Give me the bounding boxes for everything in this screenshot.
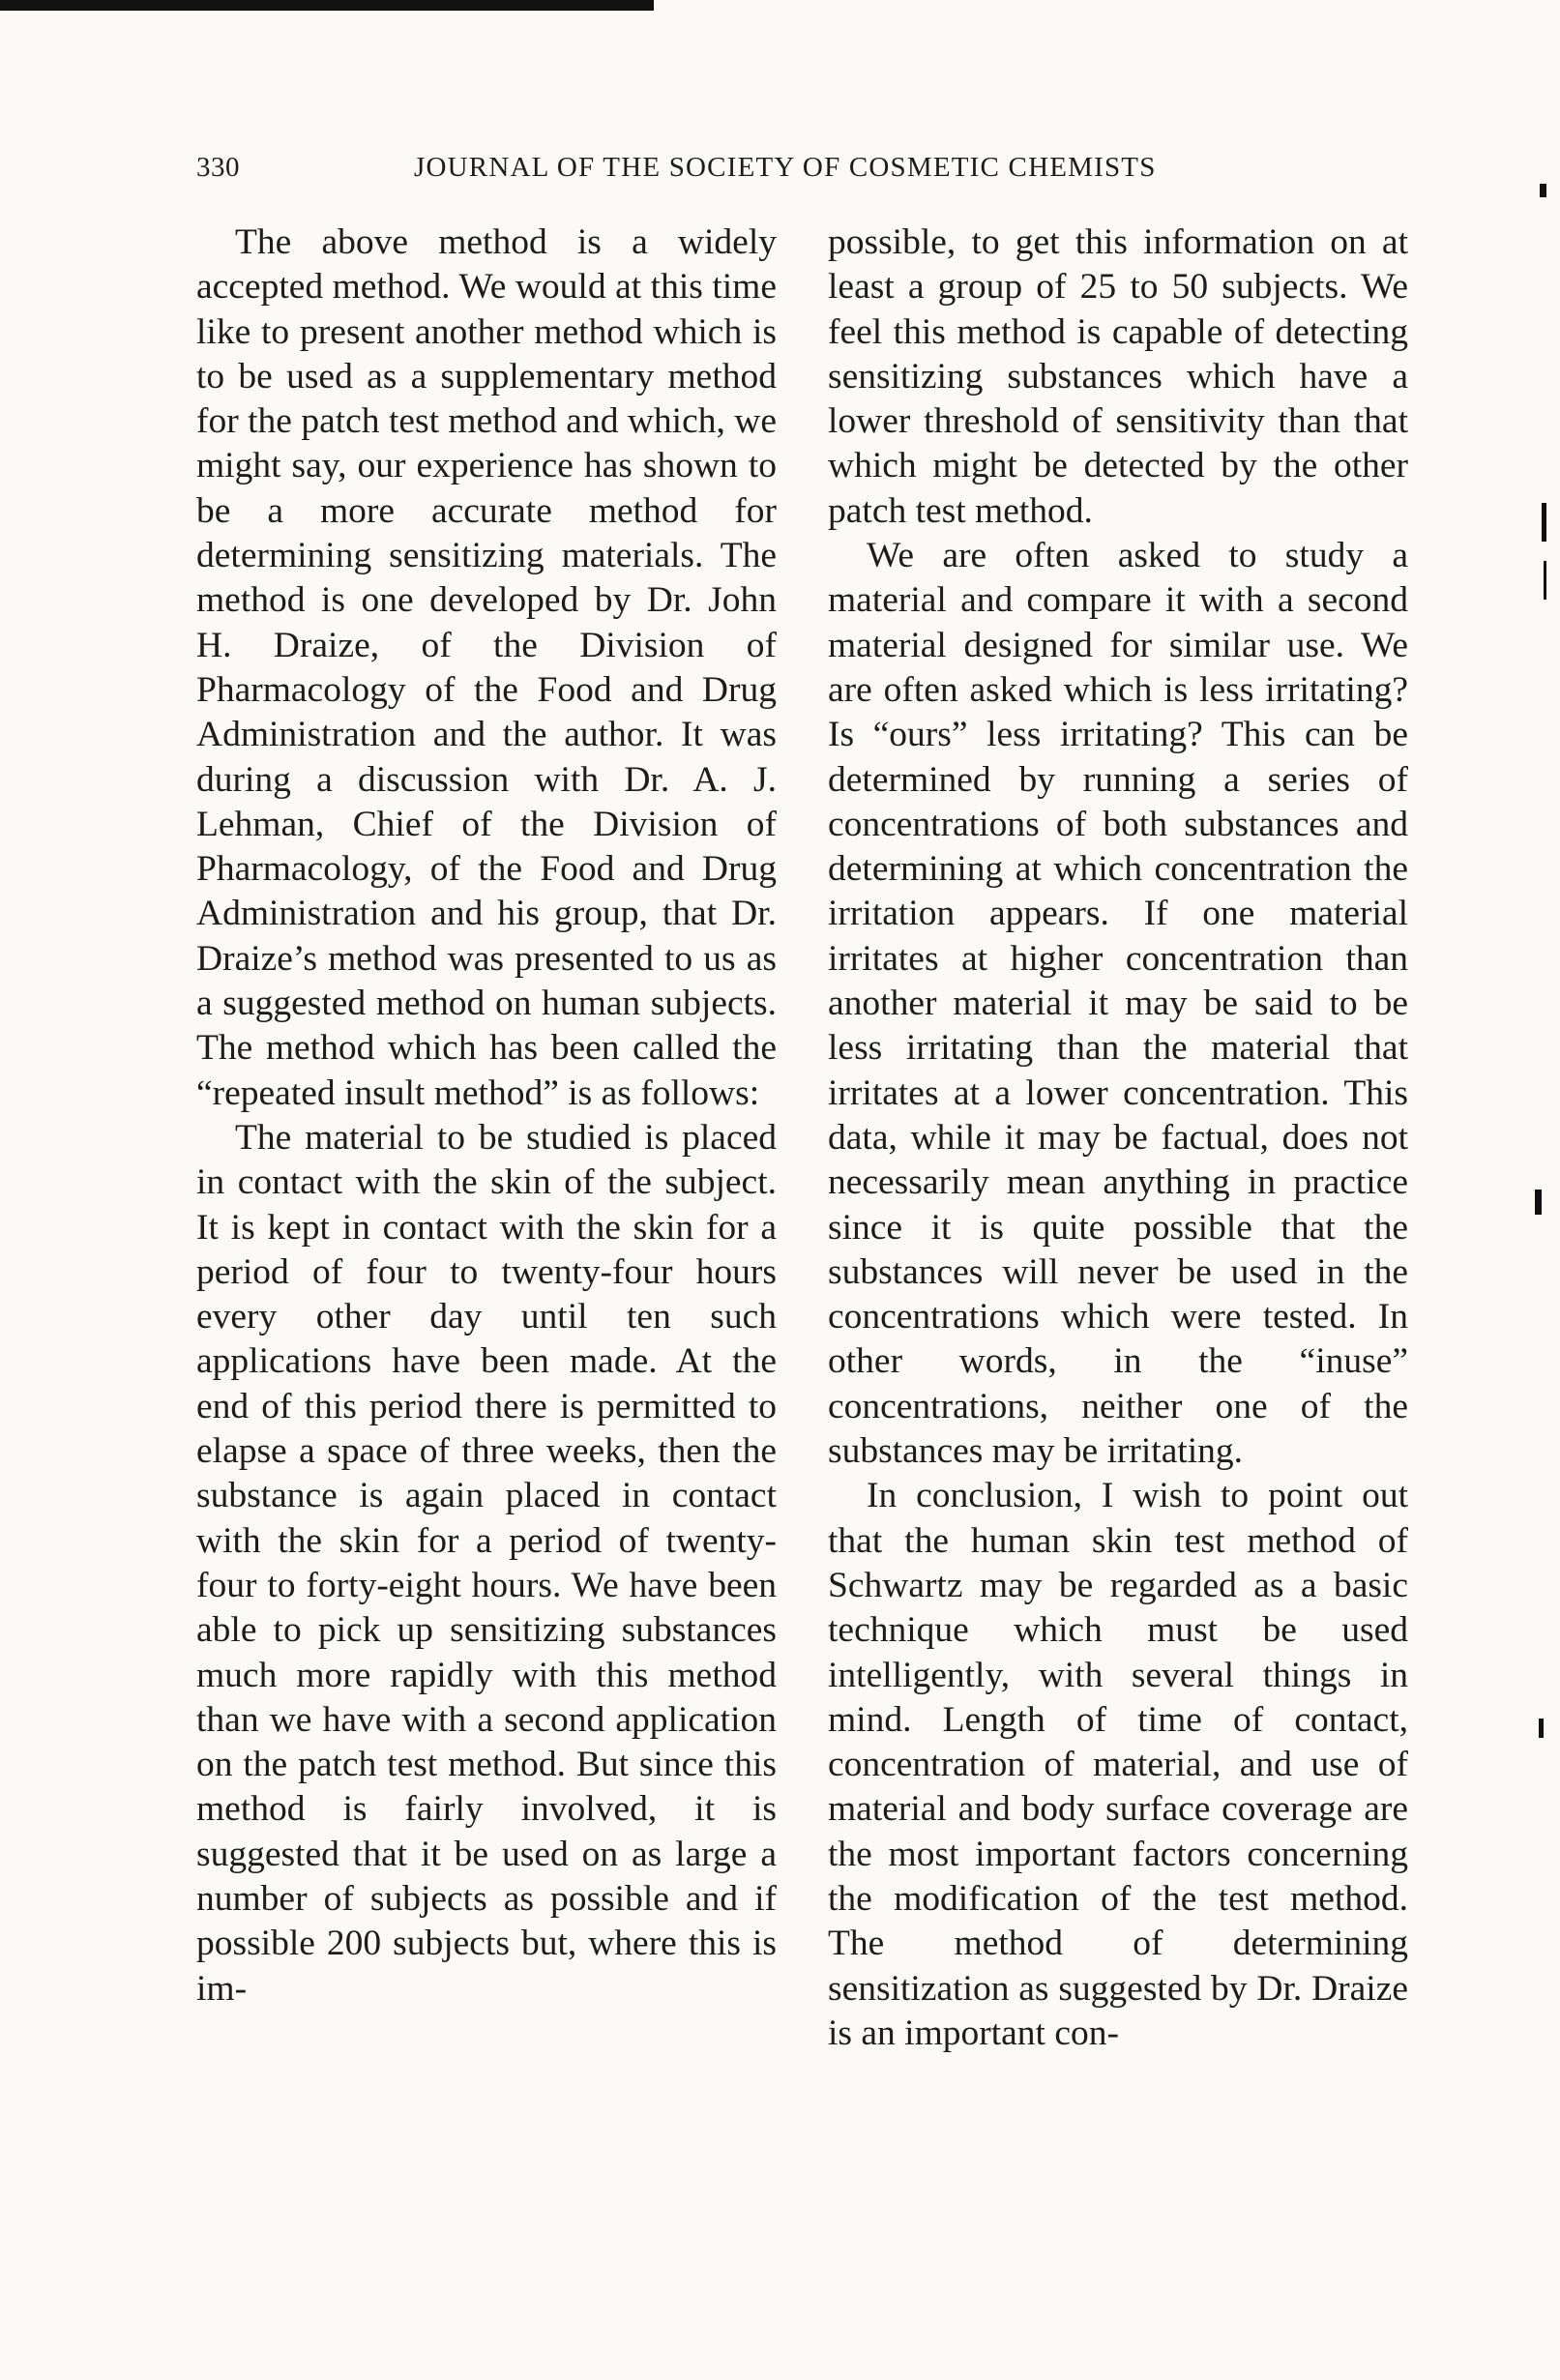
top-rule	[0, 0, 654, 11]
journal-title: JOURNAL OF THE SOCIETY OF COSMETIC CHEMISTS	[414, 152, 1157, 183]
paragraph: The material to be studied is placed in contact with the skin of the subject. It is kept in contact with the skin for a period of four to twenty-four hours every other day until ten such applications have been made. At the end of this period there is permitted to elapse a space of three weeks, then the substance is again placed in contact with the skin for a period of twenty-four to forty-eight hours. We have been able to pick up sensitizing substances much more rapidly with this method than we have with a second application on the patch test method. But since this method is fairly involved, it is suggested that it be used on as large a number of subjects as possible and if possible 200 subjects but, where this is im-	[196, 1117, 777, 2009]
right-column	[828, 220, 1408, 2056]
margin-mark	[1539, 1719, 1544, 1738]
running-head	[196, 152, 1202, 187]
paragraph-continued: possible, to get this information on at least a group of 25 to 50 subjects. We feel this method is capable of detecting sensitizing substances which have a lower threshold of sensitivity than that which might be detected by the other patch test method.	[828, 222, 1408, 531]
paragraph: We are often asked to study a material and compare it with a second material designed for similar use. We are often asked which is less irritating? Is “ours” less irritating? This can be determined by running a series of concentrations of both substances and determining at which concentration the irritation appears. If one material irritates at higher concentration than another material it may be said to be less irritating than the material that irritates at a lower concentration. This data, while it may be factual, does not necessarily mean anything in practice since it is quite possible that the substances will never be used in the concentrations which were tested. In other words, in the “inuse” concentrations, neither one of the substances may be irritating.	[828, 536, 1408, 1472]
margin-mark	[1540, 184, 1546, 197]
paragraph: The above method is a widely accepted method. We would at this time like to present another method which is to be used as a supplementary method for the patch test method and which, we might say, our experience has shown to be a more accurate method for determining sensitizing materials. The method is one developed by Dr. John H. Draize, of the Division of Pharmacology of the Food and Drug Administration and the author. It was during a discussion with Dr. A. J. Lehman, Chief of the Division of Pharmacology, of the Food and Drug Administration and his group, that Dr. Draize’s method was presented to us as a suggested method on human subjects. The method which has been called the “repeated insult method” is as follows:	[196, 222, 777, 1113]
page-number: 330	[196, 152, 240, 183]
margin-mark	[1535, 1190, 1542, 1215]
margin-mark	[1542, 503, 1546, 542]
paragraph: In conclusion, I wish to point out that the human skin test method of Schwartz may be regarded as a basic technique which must be used intelligently, with several things in mind. Length of time of contact, concentration of material, and use of material and body surface coverage are the most important factors concerning the modification of the test method. The method of determining sensitization as suggested by Dr. Draize is an important con-	[828, 1476, 1408, 2053]
left-column	[196, 220, 777, 2012]
margin-mark	[1544, 561, 1546, 600]
